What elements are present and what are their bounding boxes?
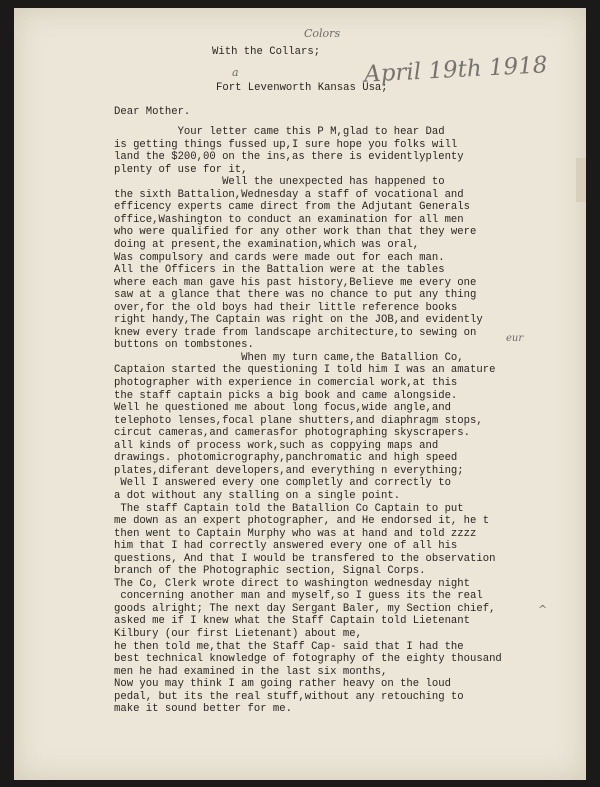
body-line: All the Officers in the Battalion were at the tables — [114, 264, 445, 277]
body-line: drawings. photomicrography,panchromatic and high speed — [114, 452, 458, 465]
body-line: a dot without any stalling on a single point. — [114, 489, 401, 502]
body-line: over,for the old boys had their little reference books — [114, 301, 458, 314]
body-line: Well he questioned me about long focus,wide angle,and — [114, 402, 451, 415]
handwritten-date: April 19th 1918 — [363, 52, 549, 88]
body-line: the staff captain picks a big book and came alongside. — [114, 389, 458, 402]
body-line: circut cameras,and camerasfor photographing skyscrapers. — [114, 427, 471, 440]
body-line: land the $200,00 on the ins,as there is evidentlyplenty — [114, 151, 464, 164]
body-line: Captaion started the questioning I told him I was an amature — [114, 364, 496, 377]
body-line: Well the unexpected has happened to — [114, 176, 445, 189]
body-line: concerning another man and myself,so I guess its the real — [114, 590, 483, 603]
body-line: pedal, but its the real stuff,without any retouching to — [114, 690, 464, 703]
body-line: Was compulsory and cards were made out for each man. — [114, 251, 445, 264]
body-line: make it sound better for me. — [114, 703, 293, 716]
margin-correction: eur — [506, 333, 524, 344]
letter-heading: With the Collars; — [212, 46, 321, 58]
body-line: men he had examined in the last six months, — [114, 665, 388, 678]
body-line: doing at present,the examination,which was oral, — [114, 238, 420, 251]
body-line: right handy,The Captain was right on the JOB,and evidently — [114, 314, 483, 327]
caret-insert-mark: ^ — [538, 603, 548, 616]
salutation: Dear Mother. — [114, 106, 191, 118]
body-line: saw at a glance that there was no chance to put any thing — [114, 289, 477, 302]
body-line: knew every trade from landscape architecture,to sewing on — [114, 326, 477, 339]
body-line: telephoto lenses,focal plane shutters,and diaphragm stops, — [114, 414, 483, 427]
body-line: goods alright; The next day Sergant Baler, my Section chief, — [114, 602, 496, 615]
body-line: plenty of use for it, — [114, 163, 248, 176]
body-line: Your letter came this P M,glad to hear Dad — [114, 126, 445, 138]
body-line: me down as an expert photographer, and He endorsed it, he t — [114, 515, 490, 528]
body-line: buttons on tombstones. — [114, 339, 254, 352]
body-line: Well I answered every one completly and correctly to — [114, 477, 451, 490]
body-line: the sixth Battalion,Wednesday a staff of vocational and — [114, 188, 464, 201]
body-line: efficency experts came direct from the Adjutant Generals — [114, 201, 471, 214]
body-line: The staff Captain told the Batallion Co Captain to put — [114, 502, 464, 515]
letter-location: Fort Levenworth Kansas Usa; — [216, 82, 388, 94]
body-line: branch of the Photographic section, Signal Corps. — [114, 565, 426, 578]
body-line: The Co, Clerk wrote direct to washington wednesday night — [114, 577, 471, 590]
body-line: who were qualified for any other work than that they were — [114, 226, 477, 239]
body-line: photographer with experience in comercial work,at this — [114, 377, 458, 389]
body-line: Now you may think I am going rather heavy on the loud — [114, 678, 451, 691]
body-line: where each man gave his past history,Believe me every one — [114, 276, 477, 289]
typed-letter — [14, 8, 586, 780]
body-line: then went to Captain Murphy who was at hand and told zzzz — [114, 527, 477, 540]
body-line: asked me if I knew what the Staff Captain told Lietenant — [114, 615, 471, 628]
body-line: is getting things fussed up,I sure hope you folks will — [114, 138, 458, 151]
body-line: all kinds of process work,such as coppying maps and — [114, 439, 439, 452]
body-line: When my turn came,the Batallion Co, — [114, 351, 464, 364]
body-line: office,Washington to conduct an examination for all men — [114, 213, 464, 226]
heading-handwritten-correction: Colors — [304, 27, 341, 40]
body-line: he then told me,that the Staff Cap- said that I had the — [114, 640, 464, 653]
body-line: questions, And that I would be transfered to the observation — [114, 552, 496, 565]
body-line: best technical knowledge of fotography of the eighty thousand — [114, 653, 502, 666]
location-handwritten-insert: a — [232, 66, 239, 79]
body-line: plates,diferant developers,and everything n everything; — [114, 464, 464, 477]
body-line: Kilbury (our first Lietenant) about me, — [114, 628, 362, 640]
letter-page — [14, 8, 586, 780]
body-line: him that I had correctly answered every one of all his — [114, 540, 458, 553]
